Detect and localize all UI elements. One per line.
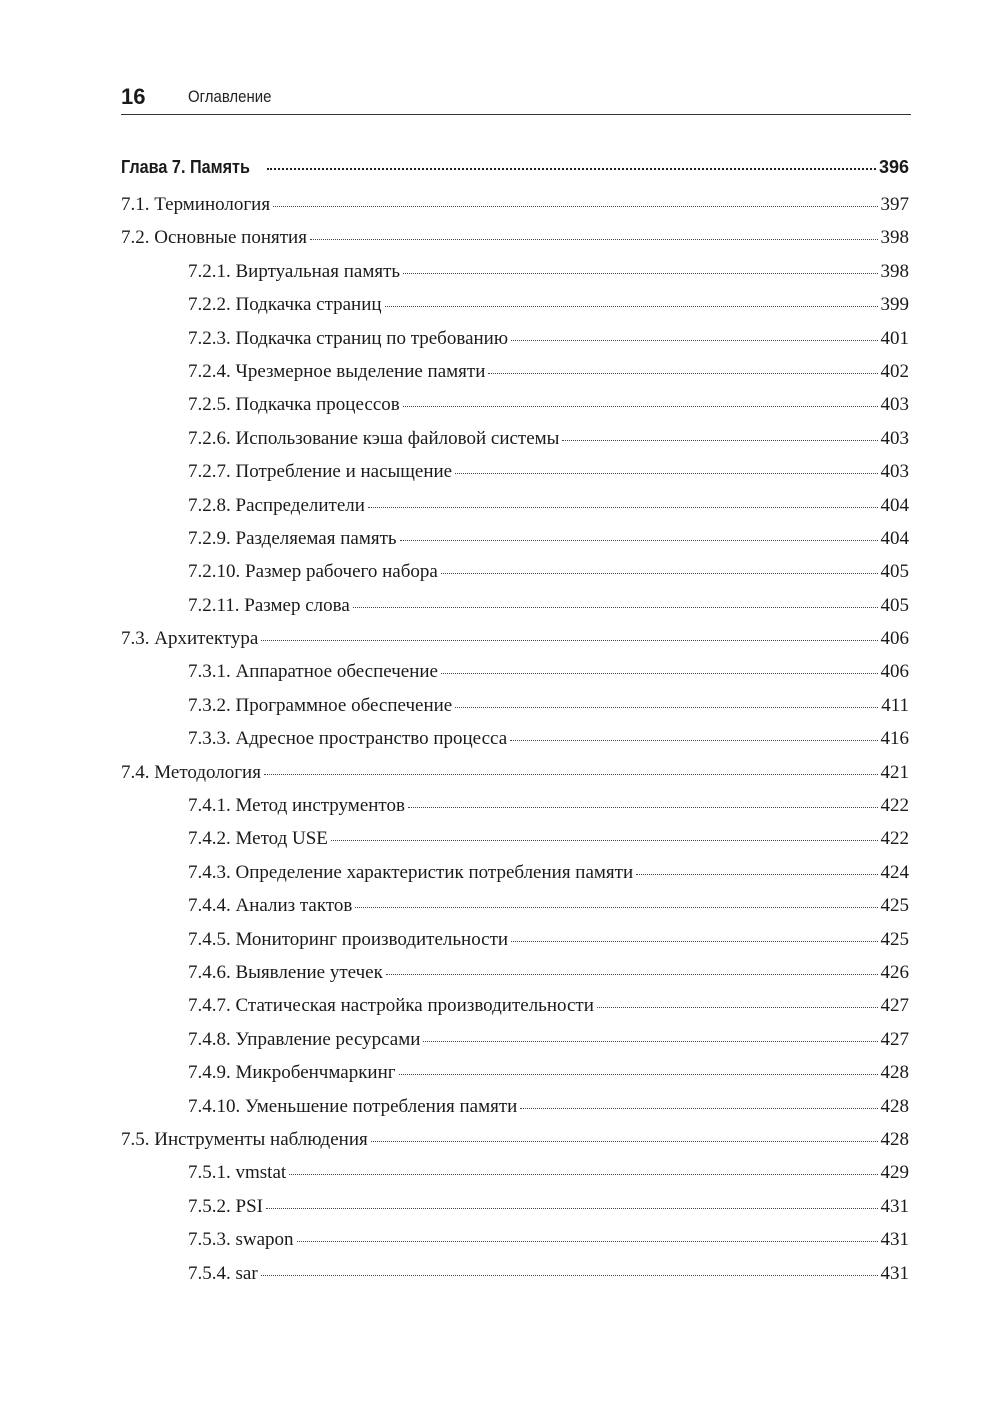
toc-entry-title: 7.2. Основные понятия [121,227,307,249]
toc-entry-page: 401 [880,327,909,349]
toc-entry [121,227,909,260]
toc-entry-title: Глава 7. Память [121,157,250,177]
toc-entry-page: 399 [880,294,909,316]
toc-entry [121,361,909,394]
running-title: Оглавление [188,87,272,106]
toc-entry-page: 431 [880,1229,909,1251]
toc-entry [121,261,909,294]
dot-leader [441,573,878,574]
dot-leader [266,1208,878,1209]
toc-entry-page: 425 [880,895,909,917]
toc-entry-title: 7.2.7. Потребление и насыщение [188,461,453,483]
toc-entry-page: 397 [880,194,909,215]
toc-entry [121,862,909,895]
dot-leader [403,406,878,407]
toc-entry [121,495,909,528]
toc-entry-page: 431 [880,1262,909,1284]
toc-entry [121,595,909,628]
dot-leader [289,1174,877,1175]
toc-entry [121,895,909,928]
toc-entry [121,1062,909,1095]
dot-leader [520,1108,877,1109]
toc-entry-title: 7.2.11. Размер слова [188,594,350,616]
dot-leader [371,1141,878,1142]
toc-entry-page: 428 [880,1062,909,1084]
toc-entry-title: 7.3.1. Аппаратное обеспечение [188,661,438,683]
toc-entry-page: 402 [880,360,909,382]
dot-leader [597,1007,878,1008]
toc-entry-title: 7.2.2. Подкачка страниц [188,294,382,316]
dot-leader [510,740,877,741]
toc-entry-title: 7.3.2. Программное обеспечение [188,694,453,716]
toc-entry-title: 7.2.3. Подкачка страниц по требованию [188,327,509,349]
toc-entry-page: 422 [880,828,909,850]
toc-entry-page: 405 [880,561,909,583]
toc-entry-title: 7.4.9. Микробенчмаркинг [188,1062,396,1084]
toc-entry [121,628,909,661]
toc-entry [121,728,909,761]
dot-leader [261,640,877,641]
toc-entry [121,762,909,795]
toc-entry-title: 7.3.3. Адресное пространство процесса [188,728,508,750]
toc-entry-title: 7.2.1. Виртуальная память [188,260,401,282]
dot-leader [331,840,878,841]
toc-entry-page: 428 [880,1095,909,1117]
toc-entry [121,929,909,962]
dot-leader [267,168,876,170]
toc-entry-title: 7.5.4. sar [188,1262,258,1284]
toc-entry-title: 7.2.5. Подкачка процессов [188,394,400,416]
toc-entry [121,828,909,861]
toc-entry-page: 403 [880,461,909,483]
toc-entry [121,528,909,561]
toc-entry [121,1029,909,1062]
dot-leader [297,1241,878,1242]
dot-leader [636,874,877,875]
dot-leader [511,941,877,942]
toc-entry [121,1196,909,1229]
toc-entry-page: 404 [880,494,909,516]
toc-entry-title: 7.4.4. Анализ тактов [188,895,353,917]
toc-entry-title: 7.2.6. Использование кэша файловой системы [188,427,560,449]
toc-entry-page: 404 [880,527,909,549]
dot-leader [368,507,878,508]
dot-leader [353,607,878,608]
toc-entry [121,194,909,227]
toc-entry-page: 398 [880,260,909,282]
toc-entry-page: 416 [880,728,909,750]
toc-entry-page: 406 [880,661,909,683]
toc-entry [121,962,909,995]
toc-entry-title: 7.4.6. Выявление утечек [188,961,383,983]
toc-entry [121,294,909,327]
toc-entry-page: 425 [880,928,909,950]
dot-leader [273,206,877,207]
toc-entry-page: 429 [880,1162,909,1184]
toc-entry-page: 396 [878,157,909,177]
toc-entry-title: 7.1. Терминология [121,194,271,215]
dot-leader [403,273,877,274]
dot-leader [423,1041,877,1042]
toc-entry [121,661,909,694]
toc-entry-page: 405 [880,594,909,616]
dot-leader [310,239,878,240]
toc-entry-title: 7.4.10. Уменьшение потребления памяти [188,1095,518,1117]
toc-entry-title: 7.4.1. Метод инструментов [188,795,405,817]
toc-entry-page: 428 [880,1128,909,1150]
toc-entry [121,1229,909,1262]
toc-entry [121,394,909,427]
toc-entry [121,695,909,728]
toc-entry-title: 7.4.3. Определение характеристик потребления памяти [188,861,634,883]
toc-entry-page: 403 [880,394,909,416]
dot-leader [261,1275,878,1276]
dot-leader [355,907,877,908]
dot-leader [562,440,877,441]
dot-leader [385,306,878,307]
toc-entry [121,1263,909,1296]
dot-leader [408,807,878,808]
toc-entry [121,328,909,361]
toc-entry-page: 431 [880,1195,909,1217]
toc-entry-page: 411 [881,694,909,716]
toc-entry-page: 426 [880,961,909,983]
dot-leader [400,540,878,541]
dot-leader [455,707,878,708]
toc-entry-title: 7.2.9. Разделяемая память [188,527,397,549]
dot-leader [488,373,877,374]
toc-entry-page: 403 [880,427,909,449]
toc-entry-page: 406 [880,628,909,650]
toc-entry-title: 7.2.4. Чрезмерное выделение памяти [188,360,486,382]
toc-entry-page: 427 [880,995,909,1017]
toc-entry [121,995,909,1028]
toc-entry [121,461,909,494]
toc-entry-title: 7.4.8. Управление ресурсами [188,1028,421,1050]
toc-entry-page: 421 [880,761,909,783]
dot-leader [386,974,878,975]
dot-leader [511,340,877,341]
toc-entry-title: 7.4.5. Мониторинг производительности [188,928,509,950]
toc-entry-title: 7.5.1. vmstat [188,1162,287,1184]
toc-entry-title: 7.4. Методология [121,761,261,783]
toc-entry-page: 422 [880,795,909,817]
toc-entry [121,795,909,828]
toc-entry [121,428,909,461]
page-number: 16 [121,84,146,109]
toc-entry-page: 398 [880,227,909,249]
dot-leader [399,1074,878,1075]
dot-leader [455,473,877,474]
toc-entry-title: 7.2.8. Распределители [188,494,365,516]
table-of-contents [121,157,909,1296]
dot-leader [441,673,878,674]
toc-entry-title: 7.5.2. PSI [188,1195,263,1217]
toc-entry-title: 7.4.7. Статическая настройка производительности [188,995,594,1017]
toc-entry-title: 7.2.10. Размер рабочего набора [188,561,438,583]
dot-leader [264,774,878,775]
toc-entry-title: 7.5. Инструменты наблюдения [121,1128,368,1150]
toc-entry-title: 7.4.2. Метод USE [188,828,328,850]
toc-entry-title: 7.5.3. swapon [188,1229,294,1251]
toc-entry-page: 427 [880,1028,909,1050]
toc-chapter-entry [121,157,909,193]
toc-entry-title: 7.3. Архитектура [121,628,259,650]
toc-entry [121,1129,909,1162]
toc-entry [121,561,909,594]
toc-entry-page: 424 [880,861,909,883]
page-header [121,84,911,115]
toc-entry [121,1096,909,1129]
toc-entry [121,1162,909,1195]
